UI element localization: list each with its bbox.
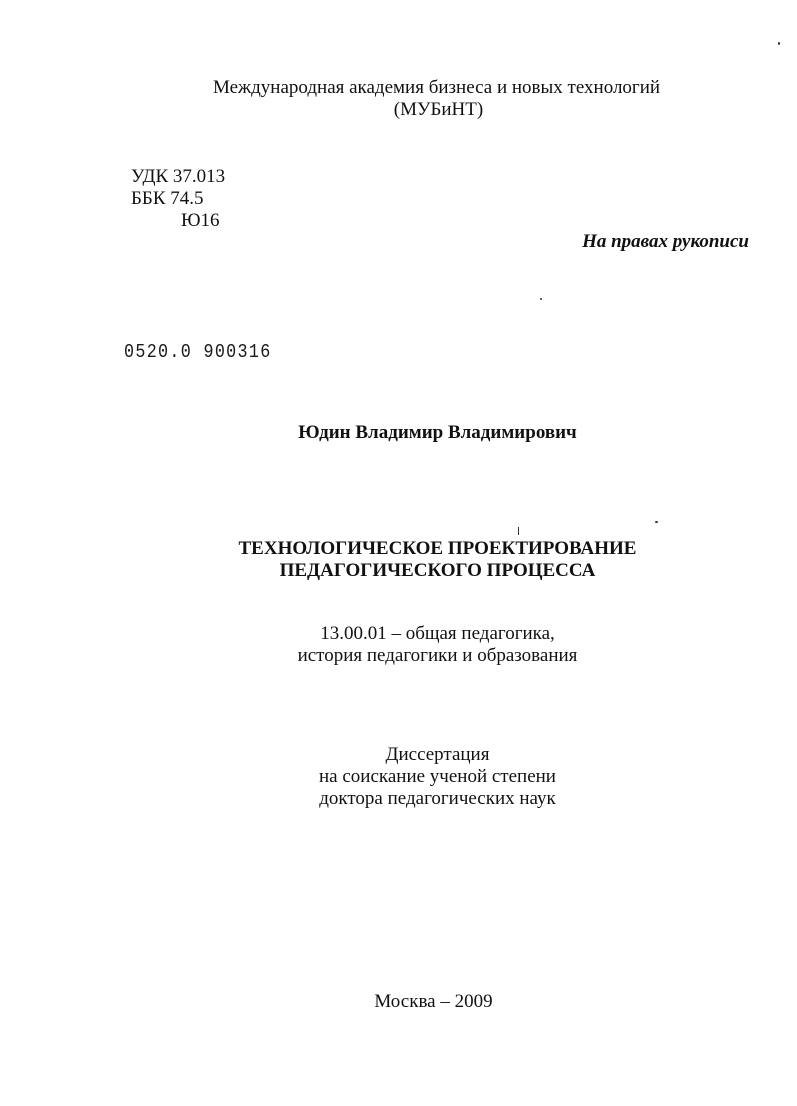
scan-speck <box>655 521 658 523</box>
author-mark: Ю16 <box>181 210 220 231</box>
bbk-code: ББК 74.5 <box>131 188 204 209</box>
degree-line-1: на соискание ученой степени <box>319 766 556 787</box>
place-and-year: Москва – 2009 <box>374 991 493 1012</box>
scan-speck <box>778 42 780 45</box>
institution-abbreviation: (МУБиНТ) <box>393 99 484 120</box>
rights-notice: На правах рукописи <box>582 231 749 252</box>
specialty-line-2: история педагогики и образования <box>297 645 578 666</box>
udk-code: УДК 37.013 <box>131 166 226 187</box>
scan-speck <box>540 298 542 300</box>
library-stamp-number: 0520.0 900316 <box>124 341 272 363</box>
scan-speck <box>518 527 519 535</box>
dissertation-title-line-1: ТЕХНОЛОГИЧЕСКОЕ ПРОЕКТИРОВАНИЕ <box>238 538 637 559</box>
specialty-line-1: 13.00.01 – общая педагогика, <box>320 623 555 644</box>
dissertation-title-line-2: ПЕДАГОГИЧЕСКОГО ПРОЦЕССА <box>279 560 596 581</box>
author-name: Юдин Владимир Владимирович <box>298 422 577 443</box>
institution-name: Международная академия бизнеса и новых технологий <box>212 77 661 98</box>
degree-line-2: доктора педагогических наук <box>319 788 556 809</box>
dissertation-label: Диссертация <box>385 744 490 765</box>
